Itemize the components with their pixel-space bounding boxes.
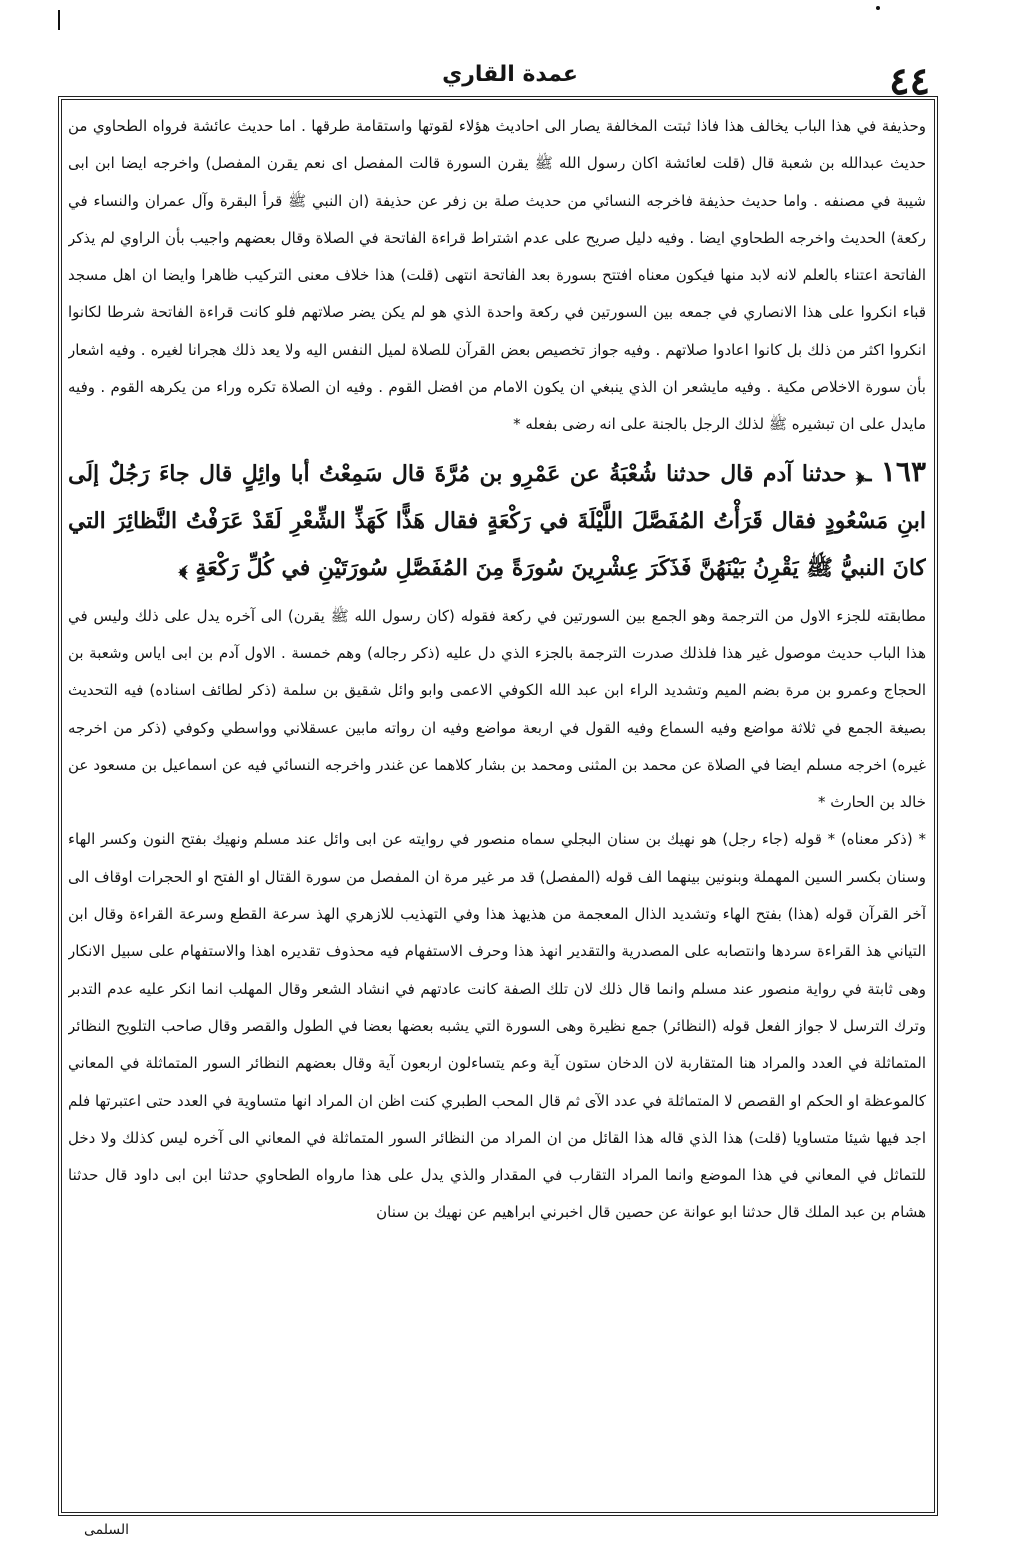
commentary-paragraph: * (ذكر معناه) * قوله (جاء رجل) هو نهيك بن سنان البجلي سماه منصور في روايته عن ابى وائل عند مسلم ونهيك بفتح النون وكسر الهاء وسنان بكسر السين المهملة وبنونين بينهما الف قوله (المفصل) قد مر غير مرة ان المفصل من سورة القتال او الفتح او الحجرات اوقاف الى آخر القرآن قوله (هذا) بفتح الهاء وتشديد الذال المعجمة من هذيهذ هذا وفي التهذيب للازهري الهذ سرعة القطع وسرعة القراءة وقال ابن التياني هذ القراءة سردها وانتصابه على المصدرية والتقدير انهذ هذا وحرف الاستفهام فيه محذوف تقديره اهذا والاستفهام على سبيل الانكار وهى ثابتة في رواية منصور عند مسلم وانما قال ذلك لان تلك الصفة كانت عادتهم في انشاد الشعر وقال المهلب انما انكر عليه عدم التدبر وترك الترسل لا جواز الفعل قوله (النظائر) جمع نظيرة وهى السورة التي يشبه بعضها بعضا في الطول والقصر وقال صاحب التلويح النظائر المتماثلة في العدد والمراد هنا المتقاربة لان الدخان ستون آية وعم يتساءلون اربعون آية وقال بعضهم النظائر السور المتماثلة في المعاني كالموعظة او الحكم او القصص لا المتماثلة في عدد الآى ثم قال المحب الطبري كنت اظن ان المراد انها متساوية في العدد حتى اعتبرتها فلم اجد فيها شيئا متساويا (قلت) هذا الذي قاله هذا القائل من ان المراد من النظائر السور المتماثلة في المعاني الى آخره ليس كذلك ولا دخل للتماثل في المعاني في هذا الموضع وانما المراد التقارب في المقدار والذي يدل على هذا مارواه الطحاوي حدثنا ابن ابى داود قال حدثنا هشام بن عبد الملك قال حدثنا ابو عوانة عن حصين قال اخبرني ابراهيم عن نهيك بن سنان	[68, 830, 926, 1222]
commentary-paragraph: مطابقته للجزء الاول من الترجمة وهو الجمع بين السورتين في ركعة فقوله (كان رسول الله ﷺ يقرن) الى آخره يدل على ذلك وليس في هذا الباب حديث موصول غير هذا فلذلك صدرت الترجمة بالجزء الذي دل عليه (ذكر رجاله) وهم خمسة . الاول آدم بن ابى اياس وشعبة بن الحجاج وعمرو بن مرة بضم الميم وتشديد الراء ابن عبد الله الكوفي الاعمى وابو وائل شقيق بن سلمة (ذكر لطائف اسناده) فيه التحديث بصيغة الجمع في ثلاثة مواضع وفيه السماع وفيه القول في اربعة مواضع وفيه ان رواته مابين عسقلاني وواسطي وكوفي (ذكر من اخرجه غيره) اخرجه مسلم ايضا في الصلاة عن محمد بن المثنى ومحمد بن بشار كلاهما عن غندر واخرجه النسائي فيه عن اسماعيل بن مسعود عن خالد بن الحارث *	[68, 606, 926, 812]
hadith-text: ـ﴿ حدثنا آدم قال حدثنا شُعْبَةُ عن عَمْرِو بن مُرَّةَ قال سَمِعْتُ أبا وائِلٍ قال جاءَ رَجُلٌ إلَى ابنِ مَسْعُودٍ فقال قَرَأْتُ المُفَصَّلَ اللَّيْلَةَ في رَكْعَةٍ فقال هَذًّا كَهَذِّ الشِّعْرِ لَقَدْ عَرَفْتُ النَّظائِرَ التي كانَ النبيُّ ﷺ يَقْرِنُ بَيْنَهُنَّ فَذَكَرَ عِشْرِينَ سُورَةً مِنَ المُفَصَّلِ سُورَتَيْنِ في كُلِّ رَكْعَةٍ ﴾	[68, 460, 926, 581]
scan-mark-top-left	[58, 10, 60, 30]
page-number: ٤٤	[889, 58, 930, 103]
scan-mark-top-right	[876, 6, 880, 10]
hadith-number: ١٦٣	[880, 454, 926, 488]
hadith-block	[68, 448, 926, 592]
running-title: عمدة القاري	[442, 62, 578, 87]
footer-signature: السلمى	[84, 1522, 130, 1538]
page-header	[70, 58, 950, 103]
commentary-paragraph: وحذيفة في هذا الباب يخالف هذا فاذا ثبتت المخالفة يصار الى احاديث هؤلاء لقوتها واستقامة طرقها . اما حديث عائشة فرواه الطحاوي من حديث عبدالله بن شعبة قال (قلت لعائشة اكان رسول الله ﷺ يقرن السورة قالت المفصل اى نعم يقرن المفصل) واخرجه ايضا ابن ابى شيبة في مصنفه . واما حديث حذيفة فاخرجه النسائي من حديث صلة بن زفر عن حذيفة (ان النبي ﷺ قرأ البقرة وآل عمران والنساء في ركعة) الحديث واخرجه الطحاوي ايضا . وفيه دليل صريح على عدم اشتراط قراءة الفاتحة في الصلاة وقال بعضهم واجيب بأن الراوي لم يذكر الفاتحة اعتناء بالعلم لانه لابد منها فيكون معناه افتتح بسورة بعد الفاتحة انتهى (قلت) هذا خلاف معنى التركيب ظاهرا وايضا ان اهل مسجد قباء انكروا على هذا الانصاري في جمعه بين السورتين في ركعة واحدة الذي هو لم يكن يضر صلاتهم فلو كانت قراءة الفاتحة شرطا لكانوا انكروا اكثر من ذلك بل كانوا اعادوا صلاتهم . وفيه جواز تخصيص بعض القرآن للصلاة لميل النفس اليه ولا يعد ذلك هجرانا لغيره . وفيه اشعار بأن سورة الاخلاص مكية . وفيه مايشعر ان الذي ينبغي ان يكون الامام من افضل القوم . وفيه ان الصلاة تكره وراء من يكرهه القوم . وفيه مايدل على ان تبشيره ﷺ لذلك الرجل بالجنة على انه رضى بفعله *	[68, 117, 926, 434]
page-content	[68, 108, 926, 1508]
